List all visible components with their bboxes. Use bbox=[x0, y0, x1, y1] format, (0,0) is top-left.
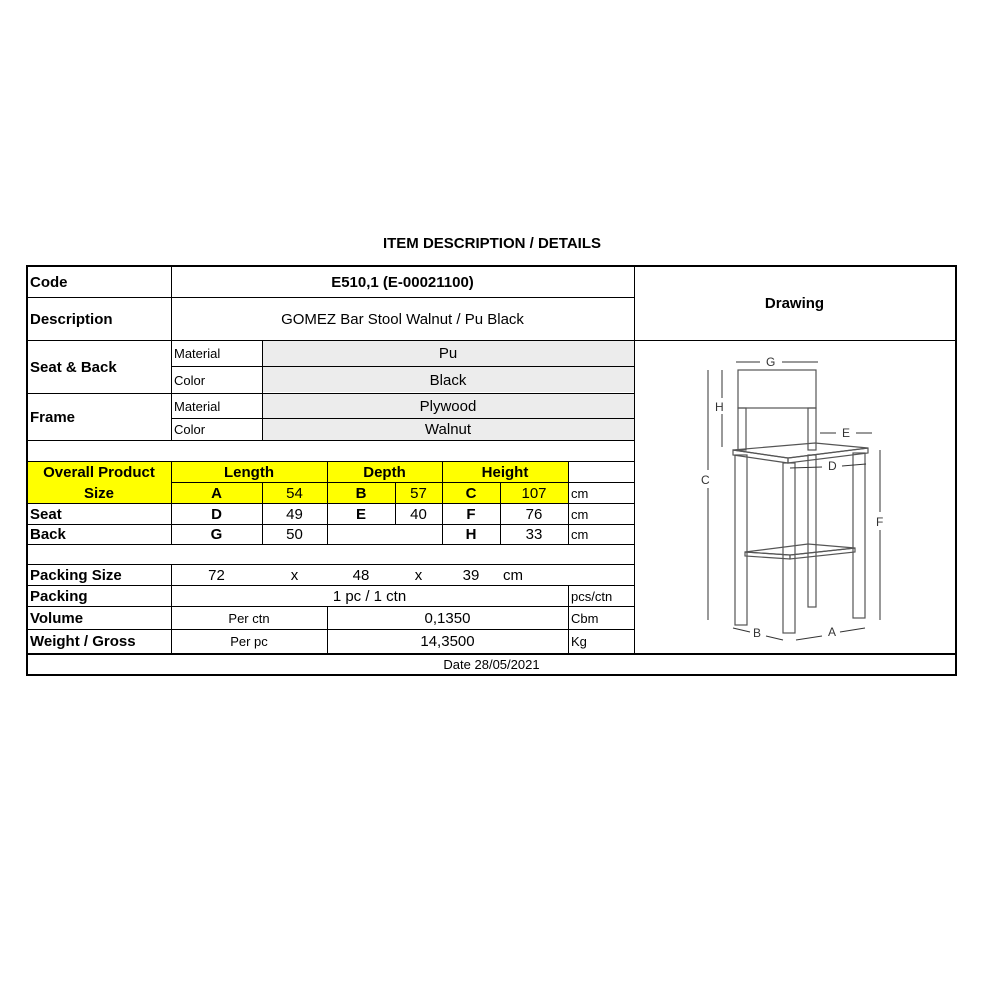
drawing-label-b: B bbox=[753, 626, 762, 640]
packing-label: Packing bbox=[30, 587, 88, 605]
dim-a-letter: A bbox=[211, 484, 222, 502]
code-label: Code bbox=[30, 273, 68, 291]
volume-value: 0,1350 bbox=[424, 609, 471, 627]
seat-back-label: Seat & Back bbox=[30, 358, 117, 376]
packing-value: 1 pc / 1 ctn bbox=[332, 587, 407, 605]
backrest-panel bbox=[738, 370, 816, 408]
dim-e-value: 40 bbox=[410, 505, 427, 523]
leg-front-left bbox=[783, 463, 795, 633]
overall-size-label-1: Overall Product bbox=[43, 463, 155, 481]
dim-g-letter: G bbox=[210, 526, 223, 543]
description-label: Description bbox=[30, 310, 113, 328]
drawing-label-h: H bbox=[715, 400, 724, 414]
dim-b-value: 57 bbox=[410, 484, 427, 502]
seat-color-value: Black bbox=[429, 371, 467, 389]
code-value: E510,1 (E-00021100) bbox=[331, 273, 474, 291]
drawing-label-f: F bbox=[876, 515, 884, 529]
packing-size-unit: cm bbox=[503, 566, 523, 584]
seat-color-label: Color bbox=[174, 372, 206, 388]
frame-material-value: Plywood bbox=[419, 397, 477, 415]
frame-color-label: Color bbox=[174, 422, 206, 437]
drawing-label-e: E bbox=[842, 426, 851, 440]
dim-f-value: 76 bbox=[525, 505, 543, 523]
back-unit: cm bbox=[571, 527, 589, 542]
volume-unit: Cbm bbox=[571, 610, 599, 626]
packing-size-width: 48 bbox=[352, 566, 370, 584]
dim-c-letter: C bbox=[465, 484, 477, 502]
dim-h-letter: H bbox=[465, 526, 477, 543]
packing-size-x1: x bbox=[290, 566, 299, 584]
packing-size-label: Packing Size bbox=[30, 566, 122, 584]
leg-front-right bbox=[853, 453, 865, 618]
drawing-label-g: G bbox=[766, 355, 776, 369]
packing-size-height: 39 bbox=[462, 566, 480, 584]
dim-d-value: 49 bbox=[286, 505, 303, 523]
seat-unit: cm bbox=[571, 506, 589, 522]
dim-h-value: 33 bbox=[525, 526, 543, 543]
drawing-label: Drawing bbox=[764, 295, 825, 312]
seat-material-label: Material bbox=[174, 346, 221, 361]
packing-size-x2: x bbox=[414, 566, 423, 584]
weight-value: 14,3500 bbox=[420, 633, 475, 650]
dim-d-letter: D bbox=[211, 505, 222, 523]
overall-unit: cm bbox=[571, 485, 589, 501]
weight-label: Weight / Gross bbox=[30, 633, 136, 650]
back-post-left bbox=[738, 408, 746, 450]
drawing-label-a: A bbox=[828, 625, 837, 639]
frame-material-label: Material bbox=[174, 398, 221, 414]
description-value: GOMEZ Bar Stool Walnut / Pu Black bbox=[281, 310, 524, 328]
dim-g-value: 50 bbox=[286, 526, 303, 543]
volume-basis: Per ctn bbox=[228, 610, 270, 626]
seat-material-value: Pu bbox=[438, 345, 458, 362]
volume-label: Volume bbox=[30, 609, 84, 627]
drawing-label-c: C bbox=[701, 473, 710, 487]
footrest-side bbox=[790, 548, 855, 559]
weight-unit: Kg bbox=[571, 634, 587, 649]
seat-front-edge bbox=[733, 450, 788, 463]
leg-back-left bbox=[735, 455, 747, 625]
leg-back-right bbox=[808, 455, 816, 607]
dim-f-letter: F bbox=[466, 505, 476, 523]
overall-size-label-2: Size bbox=[83, 484, 114, 502]
length-header: Length bbox=[224, 463, 274, 481]
dim-e-letter: E bbox=[355, 505, 366, 523]
date-footer: Date 28/05/2021 bbox=[443, 657, 540, 672]
weight-basis: Per pc bbox=[230, 634, 268, 649]
dim-c-value: 107 bbox=[521, 484, 547, 502]
drawing-label-d: D bbox=[828, 459, 837, 473]
dim-a-value: 54 bbox=[286, 484, 303, 502]
packing-unit: pcs/ctn bbox=[571, 588, 613, 604]
height-header: Height bbox=[481, 463, 529, 481]
bar-stool-drawing bbox=[640, 345, 956, 653]
frame-label: Frame bbox=[30, 408, 76, 426]
dim-b-letter: B bbox=[355, 484, 367, 502]
depth-header: Depth bbox=[363, 463, 406, 481]
back-dim-label: Back bbox=[30, 526, 66, 543]
frame-color-value: Walnut bbox=[424, 421, 472, 438]
document-title: ITEM DESCRIPTION / DETAILS bbox=[382, 235, 602, 252]
packing-size-length: 72 bbox=[208, 566, 225, 584]
seat-dim-label: Seat bbox=[30, 505, 62, 523]
